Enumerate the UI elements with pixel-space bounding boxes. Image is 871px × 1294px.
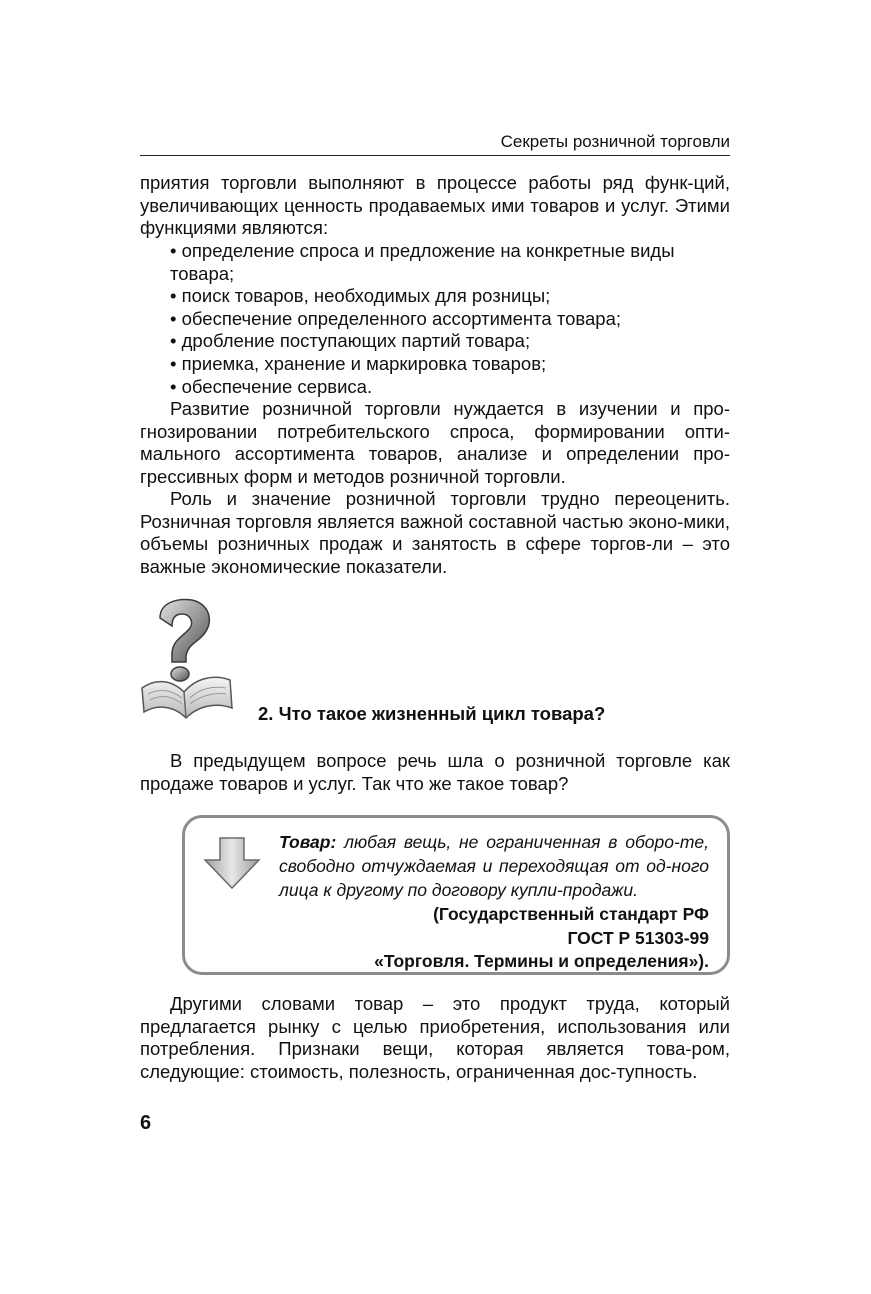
section-title: 2. Что такое жизненный цикл товара? <box>258 703 606 724</box>
list-item-text: • определение спроса и предложение на конкретные виды товара; <box>170 240 675 284</box>
definition-source <box>374 903 709 974</box>
down-arrow-icon <box>203 836 261 890</box>
list-item-text: • дробление поступающих партий товара; <box>170 330 531 352</box>
list-item <box>140 376 730 399</box>
definition-text <box>279 830 709 902</box>
definition-body: любая вещь, не ограниченная в оборо-те, свободно отчуждаемая и переходящая от од-ного лица к другому по договору купли-продажи. <box>279 832 709 900</box>
list-item <box>140 240 730 285</box>
header-title: Секреты розничной торговли <box>500 132 730 151</box>
list-item-text: • приемка, хранение и маркировка товаров; <box>170 352 547 374</box>
paragraph-question: В предыдущем вопросе речь шла о розничной торговле как продаже товаров и услуг. Так что же такое товар? <box>140 750 730 794</box>
definition-term: Товар: <box>279 832 337 852</box>
functions-list <box>140 240 730 398</box>
list-item <box>140 330 730 353</box>
running-header <box>140 128 730 156</box>
paragraph-product: Другими словами товар – это продукт труда, который предлагается рынку с целью приобретения, использования или потребления. Признаки вещи, которая является това-ром, следующие: стоимость, полезность, ограниченная дос-тупность. <box>140 993 730 1082</box>
list-item <box>140 308 730 331</box>
page-number: 6 <box>140 1112 152 1134</box>
list-item <box>140 285 730 308</box>
definition-box <box>182 815 730 975</box>
paragraph-development: Развитие розничной торговли нуждается в изучении и про-гнозировании потребительского спроса, формировании опти-мального ассортимента товаров, анализе и определении про-грессивных форм и методов розничной торговли. <box>140 398 730 487</box>
list-item <box>140 353 730 376</box>
intro-paragraph: приятия торговли выполняют в процессе работы ряд функ-ций, увеличивающих ценность продаваемых ими товаров и услуг. Этими функциями являются: <box>140 172 730 239</box>
list-item-text: • поиск товаров, необходимых для розницы; <box>170 285 551 307</box>
question-book-icon <box>138 596 234 722</box>
source-line: «Торговля. Термины и определения»). <box>374 951 709 971</box>
list-item-text: • обеспечение сервиса. <box>170 375 373 397</box>
source-line: (Государственный стандарт РФ <box>433 904 709 924</box>
list-item-text: • обеспечение определенного ассортимента товара; <box>170 307 622 329</box>
source-line: ГОСТ Р 51303-99 <box>567 927 709 948</box>
paragraph-role: Роль и значение розничной торговли трудно переоценить. Розничная торговля является важной составной частью эконо-мики, объемы розничных продаж и занятость в сфере торгов-ли – это важные экономические показатели. <box>140 488 730 577</box>
